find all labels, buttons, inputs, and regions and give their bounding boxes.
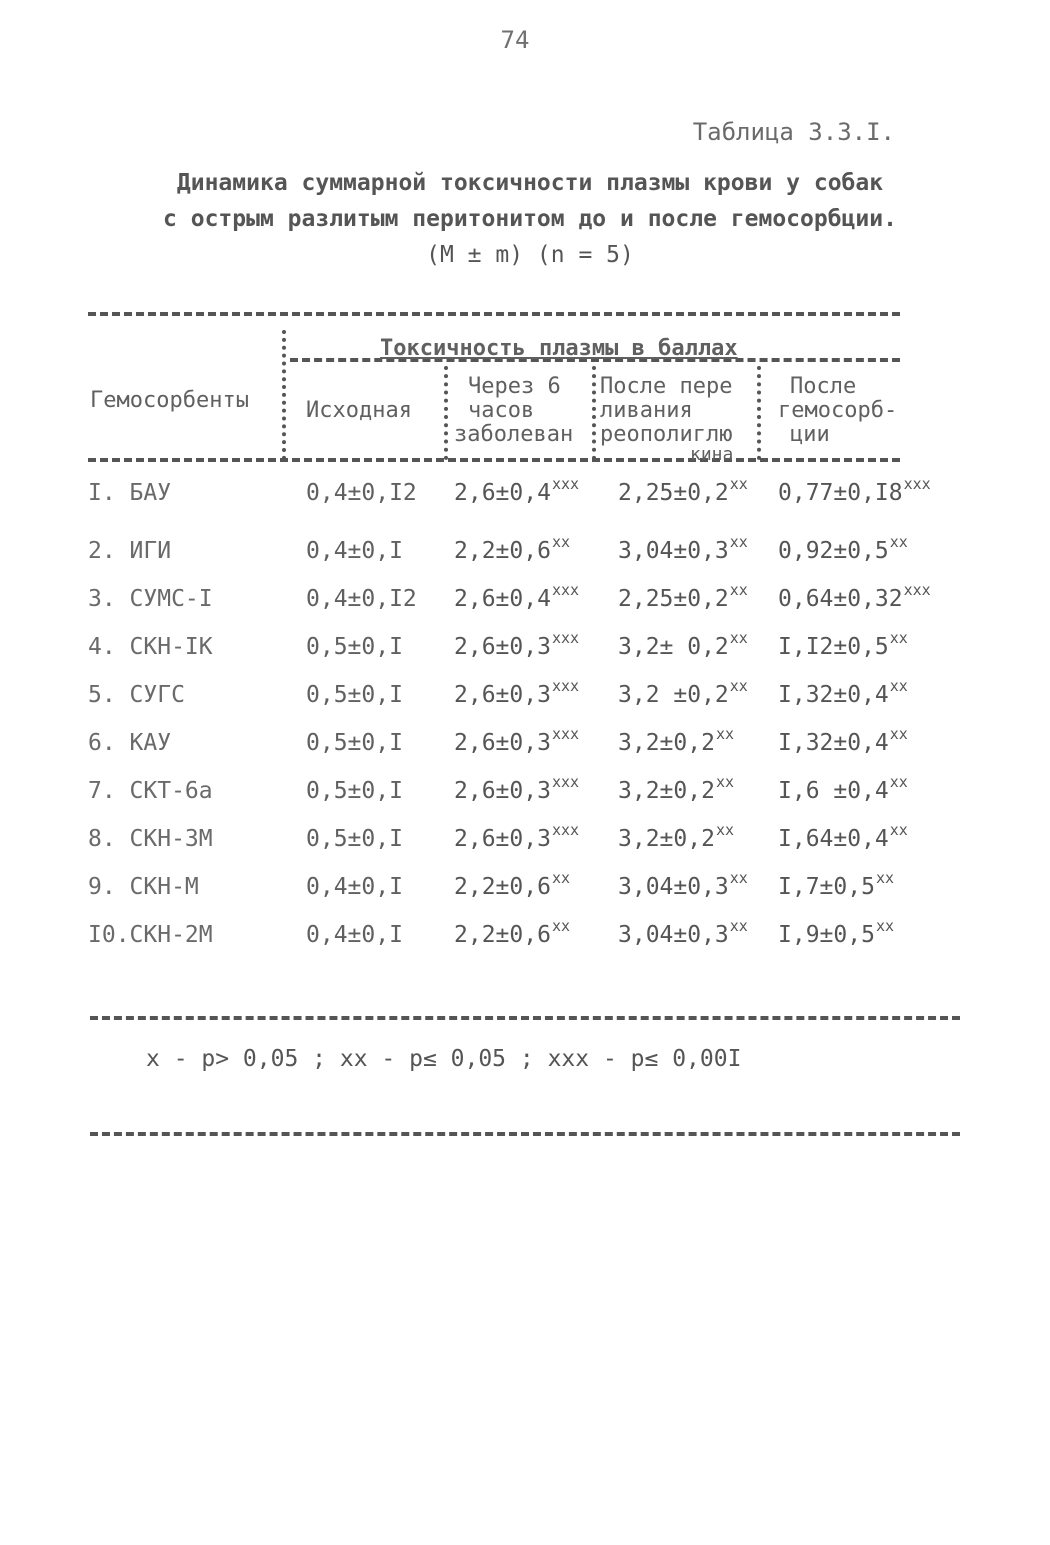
significance-marker: xx xyxy=(715,821,734,839)
table-top-rule xyxy=(88,312,900,316)
significance-marker: xx xyxy=(889,677,908,695)
value-text: 0,5±0,I xyxy=(306,778,403,804)
value-text: 2,6±0,3 xyxy=(454,778,551,804)
toxicity-value-c1 xyxy=(306,586,418,612)
toxicity-value-c4 xyxy=(778,581,931,612)
toxicity-value-c3 xyxy=(618,773,734,804)
value-text: 0,5±0,I xyxy=(306,682,403,708)
value-text: 0,5±0,I xyxy=(306,826,403,852)
column-divider-2 xyxy=(444,366,448,460)
toxicity-value-c2 xyxy=(454,821,580,852)
value-text: 3,04±0,3 xyxy=(618,874,729,900)
sorbent-name xyxy=(88,480,171,506)
toxicity-value-c1 xyxy=(306,730,404,756)
value-text: 2,25±0,2 xyxy=(618,586,729,612)
toxicity-value-c4 xyxy=(778,533,908,564)
significance-marker: xx xyxy=(729,869,748,887)
toxicity-value-c3 xyxy=(618,725,734,756)
significance-marker: xx xyxy=(729,629,748,647)
significance-marker: xxx xyxy=(903,581,931,599)
significance-marker: xx xyxy=(551,533,570,551)
value-text: I,9±0,5 xyxy=(778,922,875,948)
sorbent-name xyxy=(88,922,213,948)
sorbent-name xyxy=(88,778,213,804)
value-text: 2,2±0,6 xyxy=(454,874,551,900)
value-text: 0,4±0,I2 xyxy=(306,586,417,612)
sorbent-name-text: 5. СУГС xyxy=(88,682,185,708)
sorbent-name xyxy=(88,682,185,708)
significance-marker: xx xyxy=(729,677,748,695)
table-title-line-1: Динамика суммарной токсичности плазмы крови у собак xyxy=(176,170,884,196)
significance-marker: xx xyxy=(715,725,734,743)
significance-marker: xx xyxy=(889,821,908,839)
significance-marker: xxx xyxy=(551,629,580,647)
sorbent-name-text: 4. СКН-IK xyxy=(88,634,213,660)
sorbent-name-text: 6. КАУ xyxy=(88,730,172,756)
toxicity-value-c3 xyxy=(618,533,748,564)
significance-marker: xx xyxy=(889,629,908,647)
sorbent-name xyxy=(88,634,213,660)
toxicity-value-c3 xyxy=(618,917,748,948)
column-divider-3 xyxy=(592,366,596,460)
value-text: 0,64±0,32 xyxy=(778,586,903,612)
toxicity-value-c3 xyxy=(618,629,748,660)
significance-marker: xx xyxy=(729,475,748,493)
value-text: 3,2±0,2 xyxy=(618,730,715,756)
value-text: 0,5±0,I xyxy=(306,634,403,660)
value-text: 2,2±0,6 xyxy=(454,922,551,948)
header-col-after-line3: ции xyxy=(790,422,830,447)
toxicity-value-c4 xyxy=(778,821,908,852)
header-col-transfusion-line3: реополиглю xyxy=(600,422,733,447)
value-text: 3,2±0,2 xyxy=(618,826,715,852)
significance-marker: xx xyxy=(715,773,734,791)
toxicity-value-c2 xyxy=(454,869,570,900)
toxicity-value-c4 xyxy=(778,917,894,948)
value-text: 0,77±0,I8 xyxy=(778,480,903,506)
toxicity-value-c3 xyxy=(618,821,734,852)
significance-marker: xx xyxy=(729,533,748,551)
sorbent-name-text: 8. СКН-3М xyxy=(88,826,213,852)
page-number: 74 xyxy=(500,26,530,54)
toxicity-value-c3 xyxy=(618,869,748,900)
toxicity-value-c4 xyxy=(778,725,908,756)
value-text: 2,25±0,2 xyxy=(618,480,729,506)
sorbent-name-text: 2. ИГИ xyxy=(88,538,172,564)
significance-marker: xx xyxy=(875,869,894,887)
significance-marker: xxx xyxy=(551,581,580,599)
toxicity-value-c1 xyxy=(306,634,404,660)
value-text: 2,6±0,3 xyxy=(454,826,551,852)
value-text: 2,2±0,6 xyxy=(454,538,551,564)
value-text: 3,2±0,2 xyxy=(618,778,715,804)
header-col-initial: Исходная xyxy=(306,398,412,423)
significance-marker: xx xyxy=(729,581,748,599)
sorbent-name-text: I. БАУ xyxy=(88,480,172,506)
sorbent-name-text: 3. СУМС-I xyxy=(88,586,213,612)
value-text: I,I2±0,5 xyxy=(778,634,889,660)
significance-marker: xxx xyxy=(551,475,580,493)
value-text: 0,5±0,I xyxy=(306,730,403,756)
value-text: 2,6±0,3 xyxy=(454,634,551,660)
sorbent-name xyxy=(88,826,213,852)
toxicity-value-c2 xyxy=(454,773,580,804)
toxicity-value-c2 xyxy=(454,581,580,612)
table-caption: Таблица 3.3.I. xyxy=(692,118,895,146)
toxicity-value-c2 xyxy=(454,475,580,506)
header-col-6h-line1: Через 6 xyxy=(468,374,561,399)
toxicity-value-c2 xyxy=(454,725,580,756)
value-text: 0,4±0,I xyxy=(306,538,403,564)
column-divider-1 xyxy=(282,330,286,460)
header-col-after-line1: После xyxy=(790,374,857,399)
toxicity-value-c1 xyxy=(306,874,404,900)
header-col-6h-line3: заболеван xyxy=(454,422,574,447)
header-col-transfusion-line4: кина xyxy=(690,444,734,465)
significance-marker: xxx xyxy=(903,475,931,493)
toxicity-value-c1 xyxy=(306,682,404,708)
toxicity-value-c4 xyxy=(778,475,931,506)
significance-marker: xx xyxy=(889,773,908,791)
toxicity-value-c2 xyxy=(454,533,570,564)
significance-marker: xx xyxy=(729,917,748,935)
value-text: 0,92±0,5 xyxy=(778,538,889,564)
sorbent-name xyxy=(88,730,171,756)
header-col-transfusion-line1: После пере xyxy=(600,374,733,399)
column-divider-4 xyxy=(757,366,761,460)
value-text: 0,4±0,I xyxy=(306,922,403,948)
value-text: I,6 ±0,4 xyxy=(778,778,889,804)
toxicity-value-c1 xyxy=(306,538,404,564)
significance-marker: xx xyxy=(889,533,908,551)
value-text: 0,4±0,I2 xyxy=(306,480,417,506)
significance-marker: xx xyxy=(551,917,570,935)
toxicity-value-c2 xyxy=(454,629,580,660)
toxicity-value-c4 xyxy=(778,677,908,708)
toxicity-value-c4 xyxy=(778,629,908,660)
value-text: I,7±0,5 xyxy=(778,874,875,900)
significance-marker: xxx xyxy=(551,773,580,791)
header-col-transfusion-line2: ливания xyxy=(600,398,693,423)
value-text: I,32±0,4 xyxy=(778,682,889,708)
value-text: 3,04±0,3 xyxy=(618,538,729,564)
significance-marker: xx xyxy=(551,869,570,887)
toxicity-value-c4 xyxy=(778,773,908,804)
value-text: 3,2 ±0,2 xyxy=(618,682,729,708)
header-sorbents: Гемосорбенты xyxy=(90,388,249,413)
value-text: I,64±0,4 xyxy=(778,826,889,852)
footnote-top-rule xyxy=(90,1016,960,1020)
value-text: 2,6±0,4 xyxy=(454,586,551,612)
toxicity-value-c1 xyxy=(306,480,418,506)
sorbent-name-text: I0.СКН-2М xyxy=(88,922,213,948)
header-col-after-line2: гемосорб- xyxy=(778,398,898,423)
sorbent-name-text: 7. СКТ-6а xyxy=(88,778,213,804)
toxicity-value-c3 xyxy=(618,677,748,708)
toxicity-value-c3 xyxy=(618,581,748,612)
significance-marker: xxx xyxy=(551,821,580,839)
sorbent-name-text: 9. СКН-М xyxy=(88,874,199,900)
significance-footnote: x - p> 0,05 ; xx - p≤ 0,05 ; xxx - p≤ 0,00I xyxy=(146,1046,742,1072)
table-title-line-3: (М ± m) (n = 5) xyxy=(426,242,634,268)
header-span-toxicity: Токсичность плазмы в баллах xyxy=(380,336,738,361)
toxicity-value-c2 xyxy=(454,917,570,948)
table-title-line-2: с острым разлитым перитонитом до и после гемосорбции. xyxy=(163,206,897,232)
sorbent-name xyxy=(88,538,171,564)
value-text: 3,2± 0,2 xyxy=(618,634,729,660)
significance-marker: xx xyxy=(889,725,908,743)
toxicity-value-c1 xyxy=(306,922,404,948)
toxicity-value-c1 xyxy=(306,826,404,852)
toxicity-value-c4 xyxy=(778,869,894,900)
header-bottom-rule xyxy=(88,458,900,462)
toxicity-value-c1 xyxy=(306,778,404,804)
value-text: 3,04±0,3 xyxy=(618,922,729,948)
footnote-bottom-rule xyxy=(90,1132,960,1136)
value-text: 2,6±0,3 xyxy=(454,682,551,708)
value-text: 2,6±0,4 xyxy=(454,480,551,506)
header-col-6h-line2: часов xyxy=(468,398,535,423)
sorbent-name xyxy=(88,586,213,612)
value-text: 2,6±0,3 xyxy=(454,730,551,756)
value-text: 0,4±0,I xyxy=(306,874,403,900)
significance-marker: xxx xyxy=(551,725,580,743)
value-text: I,32±0,4 xyxy=(778,730,889,756)
sorbent-name xyxy=(88,874,199,900)
toxicity-value-c2 xyxy=(454,677,580,708)
significance-marker: xx xyxy=(875,917,894,935)
toxicity-value-c3 xyxy=(618,475,748,506)
significance-marker: xxx xyxy=(551,677,580,695)
